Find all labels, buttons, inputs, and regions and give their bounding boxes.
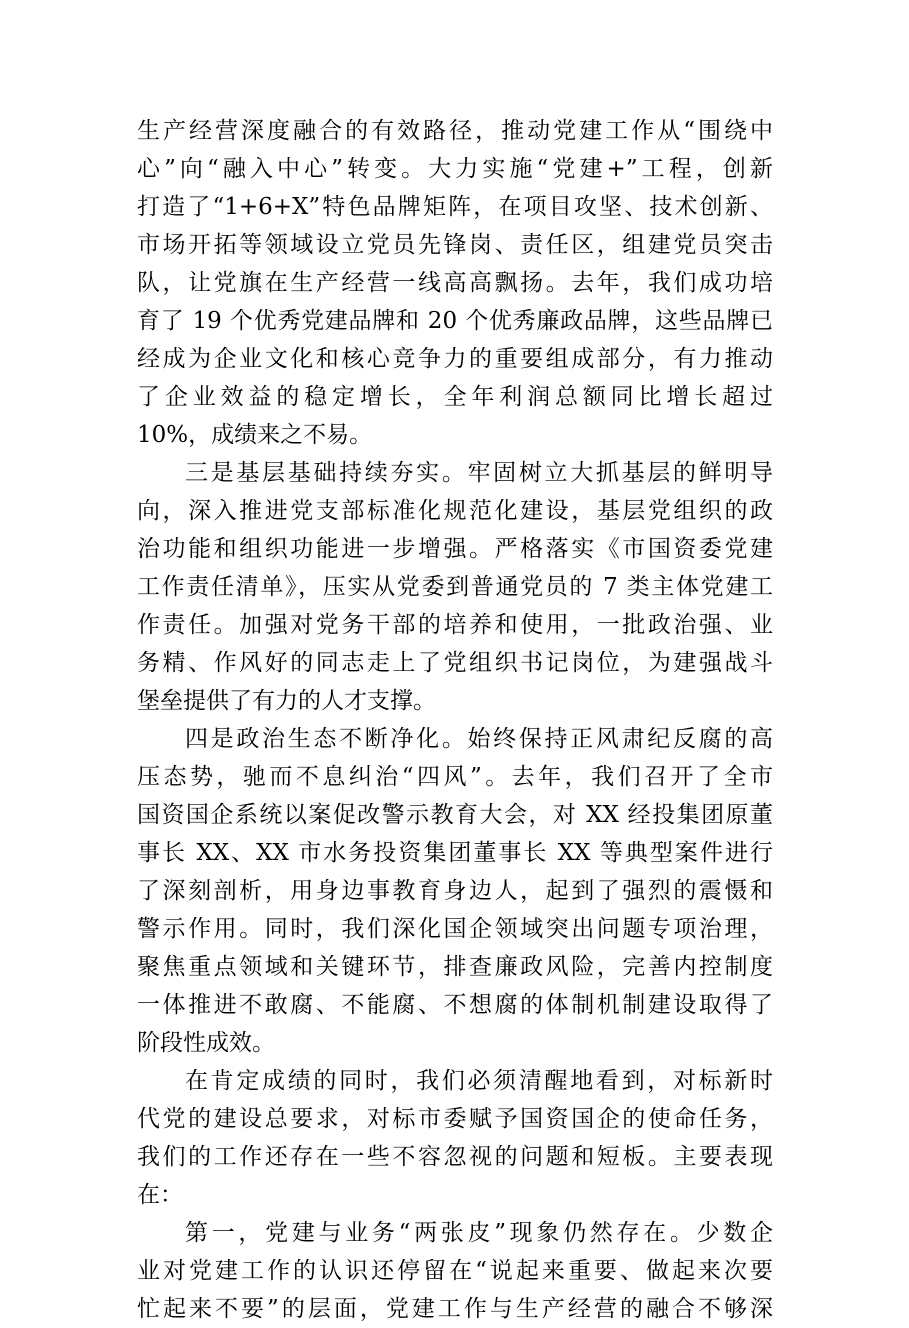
document-body (137, 112, 773, 1328)
text-line: 作责任。加强对党务干部的培养和使用，一批政治强、业 (137, 612, 773, 638)
text-line: 忙起来不要”的层面，党建工作与生产经营的融合不够深 (137, 1296, 773, 1322)
text-line: 事长 XX、XX 市水务投资集团董事长 XX 等典型案件进行 (137, 840, 773, 866)
paragraph-first-line: 四是政治生态不断净化。始终保持正风肃纪反腐的高 (185, 726, 773, 752)
paragraph-first-line: 三是基层基础持续夯实。牢固树立大抓基层的鲜明导 (185, 460, 773, 486)
text-line: 国资国企系统以案促改警示教育大会，对 XX 经投集团原董 (137, 802, 773, 828)
text-line: 队，让党旗在生产经营一线高高飘扬。去年，我们成功培 (137, 270, 773, 296)
text-line: 工作责任清单》，压实从党委到普通党员的 7 类主体党建工 (137, 574, 773, 600)
text-line: 警示作用。同时，我们深化国企领域突出问题专项治理， (137, 916, 773, 942)
paragraph-first-line: 第一，党建与业务“两张皮”现象仍然存在。少数企 (185, 1220, 773, 1246)
text-line: 堡垒提供了有力的人才支撑。 (137, 688, 436, 714)
text-line: 市场开拓等领域设立党员先锋岗、责任区，组建党员突击 (137, 232, 773, 258)
text-line: 心”向“融入中心”转变。大力实施“党建+”工程，创新 (137, 156, 773, 182)
text-line: 打造了“1+6+X”特色品牌矩阵，在项目攻坚、技术创新、 (137, 194, 773, 220)
text-line: 我们的工作还存在一些不容忽视的问题和短板。主要表现 (137, 1144, 773, 1170)
text-line: 业对党建工作的认识还停留在“说起来重要、做起来次要 (137, 1258, 773, 1284)
text-line: 聚焦重点领域和关键环节，排查廉政风险，完善内控制度 (137, 954, 773, 980)
text-line: 育了 19 个优秀党建品牌和 20 个优秀廉政品牌，这些品牌已 (137, 308, 773, 334)
text-line: 向，深入推进党支部标准化规范化建设，基层党组织的政 (137, 498, 773, 524)
text-line: 一体推进不敢腐、不能腐、不想腐的体制机制建设取得了 (137, 992, 773, 1018)
text-line: 生产经营深度融合的有效路径，推动党建工作从“围绕中 (137, 118, 773, 144)
text-line: 阶段性成效。 (137, 1030, 275, 1056)
text-line: 务精、作风好的同志走上了党组织书记岗位，为建强战斗 (137, 650, 773, 676)
text-line: 10%，成绩来之不易。 (137, 422, 373, 448)
paragraph-first-line: 在肯定成绩的同时，我们必须清醒地看到，对标新时 (185, 1068, 773, 1094)
text-line: 压态势，驰而不息纠治“四风”。去年，我们召开了全市 (137, 764, 773, 790)
text-line: 了深刻剖析，用身边事教育身边人，起到了强烈的震慑和 (137, 878, 773, 904)
text-line: 代党的建设总要求，对标市委赋予国资国企的使命任务， (137, 1106, 773, 1132)
text-line: 在： (137, 1182, 183, 1208)
text-line: 经成为企业文化和核心竞争力的重要组成部分，有力推动 (137, 346, 773, 372)
text-line: 了企业效益的稳定增长，全年利润总额同比增长超过 (137, 384, 773, 410)
text-line: 治功能和组织功能进一步增强。严格落实《市国资委党建 (137, 536, 773, 562)
